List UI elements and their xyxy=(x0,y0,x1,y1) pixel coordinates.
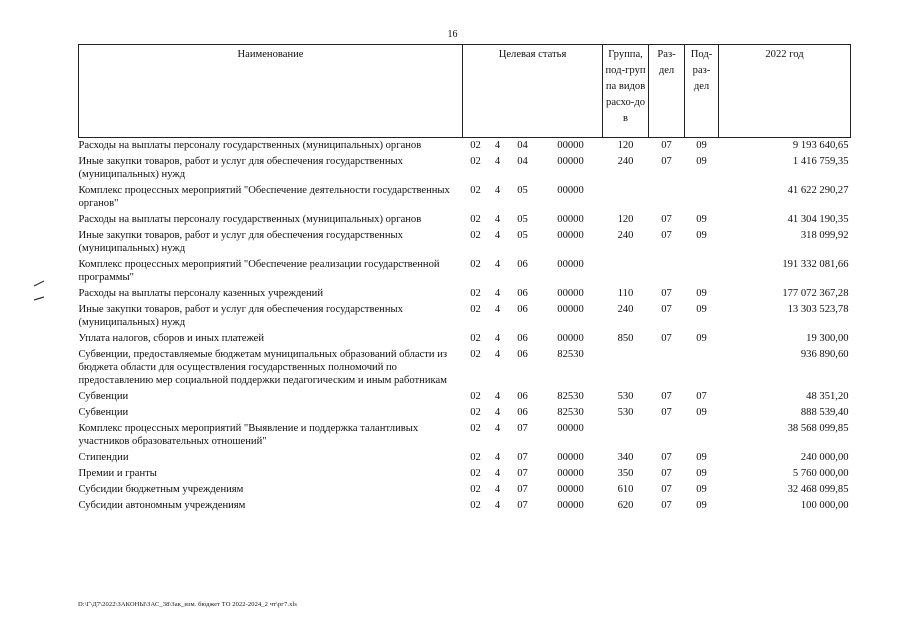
cell-c1: 02 xyxy=(470,333,481,344)
cell-c4: 00000 xyxy=(557,288,584,299)
table-row xyxy=(79,154,851,183)
cell-group: 350 xyxy=(617,468,634,479)
cell-amount: 177 072 367,28 xyxy=(782,288,849,299)
cell-c1: 02 xyxy=(470,500,481,511)
cell-group: 120 xyxy=(617,140,634,151)
cell-section xyxy=(649,257,685,286)
cell-subsection: 09 xyxy=(696,484,707,495)
header-target-article: Целевая статья xyxy=(463,45,603,138)
cell-name: Субвенции, предоставляемые бюджетам муниципальных образований области из бюджета области для осуществления государственных полномочий по предоставлению мер социальной поддержки педагогическим и иным работникам xyxy=(78,349,448,386)
cell-c3: 05 xyxy=(517,230,528,241)
cell-c4: 00000 xyxy=(557,423,584,434)
cell-c3: 07 xyxy=(517,452,528,463)
cell-c4: 00000 xyxy=(557,304,584,315)
cell-c4: 00000 xyxy=(557,156,584,167)
cell-subsection xyxy=(685,257,719,286)
cell-name: Иные закупки товаров, работ и услуг для обеспечения государственных (муниципальных) нужд xyxy=(78,304,403,328)
table-row xyxy=(79,347,851,389)
cell-amount: 19 300,00 xyxy=(806,333,849,344)
cell-group xyxy=(603,183,649,212)
cell-name: Субсидии автономным учреждениям xyxy=(78,500,246,511)
cell-subsection: 09 xyxy=(696,452,707,463)
cell-c2: 4 xyxy=(494,140,501,151)
table-row xyxy=(79,421,851,450)
cell-c3: 06 xyxy=(517,288,528,299)
cell-c4: 00000 xyxy=(557,468,584,479)
cell-group xyxy=(603,347,649,389)
cell-subsection: 09 xyxy=(696,333,707,344)
cell-c3: 05 xyxy=(517,214,528,225)
cell-c2: 4 xyxy=(494,407,501,418)
cell-c3: 06 xyxy=(517,259,528,270)
cell-c2: 4 xyxy=(494,304,501,315)
cell-group: 240 xyxy=(617,304,634,315)
cell-amount: 32 468 099,85 xyxy=(787,484,849,495)
cell-c3: 05 xyxy=(517,185,528,196)
cell-c2: 4 xyxy=(494,185,501,196)
table-row xyxy=(79,331,851,347)
cell-section: 07 xyxy=(661,288,672,299)
cell-c4: 00000 xyxy=(557,230,584,241)
cell-c4: 00000 xyxy=(557,140,584,151)
cell-c3: 04 xyxy=(517,156,528,167)
cell-name: Расходы на выплаты персоналу казенных учреждений xyxy=(78,288,323,299)
cell-section: 07 xyxy=(661,156,672,167)
header-year: 2022 год xyxy=(719,45,851,138)
cell-section xyxy=(649,183,685,212)
table-row xyxy=(79,482,851,498)
cell-section xyxy=(649,347,685,389)
cell-group: 530 xyxy=(617,407,634,418)
cell-name: Премии и гранты xyxy=(78,468,157,479)
cell-c3: 07 xyxy=(517,484,528,495)
cell-c1: 02 xyxy=(470,214,481,225)
cell-c3: 06 xyxy=(517,349,528,360)
cell-c1: 02 xyxy=(470,423,481,434)
header-group-label: Группа, под-группа видов расхо-дов xyxy=(605,49,646,124)
cell-c4: 00000 xyxy=(557,214,584,225)
cell-c1: 02 xyxy=(470,349,481,360)
cell-section: 07 xyxy=(661,333,672,344)
cell-section: 07 xyxy=(661,391,672,402)
cell-c3: 06 xyxy=(517,333,528,344)
cell-amount: 9 193 640,65 xyxy=(792,140,849,151)
cell-amount: 41 304 190,35 xyxy=(787,214,849,225)
cell-amount: 41 622 290,27 xyxy=(787,185,849,196)
cell-c3: 06 xyxy=(517,407,528,418)
cell-c3: 07 xyxy=(517,500,528,511)
cell-name: Комплекс процессных мероприятий "Обеспечение реализации государственной программы" xyxy=(78,259,440,283)
cell-c2: 4 xyxy=(494,500,501,511)
cell-c1: 02 xyxy=(470,156,481,167)
cell-c4: 82530 xyxy=(557,349,584,360)
cell-subsection xyxy=(685,421,719,450)
table-row xyxy=(79,466,851,482)
cell-section: 07 xyxy=(661,304,672,315)
cell-amount: 5 760 000,00 xyxy=(792,468,849,479)
table-row xyxy=(79,498,851,514)
cell-subsection xyxy=(685,183,719,212)
cell-c1: 02 xyxy=(470,288,481,299)
cell-subsection: 09 xyxy=(696,156,707,167)
cell-name: Субвенции xyxy=(78,407,129,418)
cell-c1: 02 xyxy=(470,407,481,418)
cell-c1: 02 xyxy=(470,452,481,463)
cell-c1: 02 xyxy=(470,185,481,196)
cell-subsection xyxy=(685,347,719,389)
header-subsection: Под-раз-дел xyxy=(685,45,719,138)
cell-c1: 02 xyxy=(470,304,481,315)
cell-name: Субвенции xyxy=(78,391,129,402)
cell-c2: 4 xyxy=(494,484,501,495)
table-row xyxy=(79,138,851,155)
cell-c4: 00000 xyxy=(557,484,584,495)
cell-c4: 82530 xyxy=(557,391,584,402)
cell-subsection: 09 xyxy=(696,214,707,225)
cell-c2: 4 xyxy=(494,349,501,360)
cell-group: 120 xyxy=(617,214,634,225)
cell-group: 240 xyxy=(617,230,634,241)
cell-group: 850 xyxy=(617,333,634,344)
cell-amount: 240 000,00 xyxy=(800,452,849,463)
cell-section: 07 xyxy=(661,407,672,418)
cell-section: 07 xyxy=(661,484,672,495)
cell-section: 07 xyxy=(661,468,672,479)
cell-amount: 13 303 523,78 xyxy=(787,304,849,315)
cell-c2: 4 xyxy=(494,230,501,241)
cell-group: 610 xyxy=(617,484,634,495)
cell-c2: 4 xyxy=(494,259,501,270)
cell-amount: 38 568 099,85 xyxy=(787,423,849,434)
cell-amount: 318 099,92 xyxy=(800,230,849,241)
cell-amount: 100 000,00 xyxy=(800,500,849,511)
cell-c1: 02 xyxy=(470,468,481,479)
cell-name: Иные закупки товаров, работ и услуг для обеспечения государственных (муниципальных) нужд xyxy=(78,230,403,254)
cell-c3: 04 xyxy=(517,140,528,151)
cell-c1: 02 xyxy=(470,230,481,241)
cell-c2: 4 xyxy=(494,333,501,344)
cell-c3: 06 xyxy=(517,391,528,402)
cell-subsection: 09 xyxy=(696,140,707,151)
cell-c2: 4 xyxy=(494,156,501,167)
table-row xyxy=(79,212,851,228)
cell-name: Комплекс процессных мероприятий "Обеспечение деятельности государственных органов" xyxy=(78,185,450,209)
cell-section: 07 xyxy=(661,140,672,151)
cell-amount: 888 539,40 xyxy=(800,407,849,418)
table-row xyxy=(79,302,851,331)
cell-c3: 07 xyxy=(517,423,528,434)
cell-subsection: 07 xyxy=(696,391,707,402)
cell-amount: 1 416 759,35 xyxy=(792,156,849,167)
footer-file-path: D:\Г\Д7\2022\ЗАКОНЫ\ЗАС_38\Зак_изм. бюджет ТО 2022-2024_2 чт\рг7.xls xyxy=(78,601,298,608)
table-body xyxy=(79,138,851,515)
cell-group xyxy=(603,257,649,286)
cell-group xyxy=(603,421,649,450)
cell-c4: 00000 xyxy=(557,185,584,196)
cell-section xyxy=(649,421,685,450)
cell-c2: 4 xyxy=(494,391,501,402)
cell-subsection: 09 xyxy=(696,288,707,299)
cell-section: 07 xyxy=(661,230,672,241)
header-group xyxy=(603,45,649,138)
cell-c3: 06 xyxy=(517,304,528,315)
cell-c2: 4 xyxy=(494,288,501,299)
budget-table xyxy=(78,44,851,514)
cell-subsection: 09 xyxy=(696,468,707,479)
cell-c1: 02 xyxy=(470,391,481,402)
handwritten-marks xyxy=(30,270,70,310)
cell-group: 530 xyxy=(617,391,634,402)
cell-name: Расходы на выплаты персоналу государственных (муниципальных) органов xyxy=(78,214,422,225)
cell-subsection: 09 xyxy=(696,407,707,418)
header-name: Наименование xyxy=(79,45,463,138)
cell-section: 07 xyxy=(661,214,672,225)
cell-subsection: 09 xyxy=(696,304,707,315)
cell-group: 620 xyxy=(617,500,634,511)
cell-name: Стипендии xyxy=(78,452,129,463)
cell-name: Иные закупки товаров, работ и услуг для обеспечения государственных (муниципальных) нужд xyxy=(78,156,403,180)
cell-c4: 00000 xyxy=(557,500,584,511)
cell-amount: 48 351,20 xyxy=(806,391,849,402)
cell-c2: 4 xyxy=(494,452,501,463)
cell-group: 340 xyxy=(617,452,634,463)
cell-c1: 02 xyxy=(470,484,481,495)
table-row xyxy=(79,183,851,212)
cell-group: 240 xyxy=(617,156,634,167)
page-number: 16 xyxy=(447,29,458,40)
cell-section: 07 xyxy=(661,452,672,463)
cell-name: Расходы на выплаты персоналу государственных (муниципальных) органов xyxy=(78,140,422,151)
cell-c4: 00000 xyxy=(557,333,584,344)
cell-c4: 00000 xyxy=(557,452,584,463)
cell-amount: 936 890,60 xyxy=(800,349,849,360)
cell-c2: 4 xyxy=(494,468,501,479)
cell-section: 07 xyxy=(661,500,672,511)
header-section: Раз-дел xyxy=(649,45,685,138)
cell-c1: 02 xyxy=(470,259,481,270)
table-row xyxy=(79,450,851,466)
table-row xyxy=(79,389,851,405)
cell-c4: 82530 xyxy=(557,407,584,418)
table-row xyxy=(79,286,851,302)
cell-name: Уплата налогов, сборов и иных платежей xyxy=(78,333,265,344)
cell-group: 110 xyxy=(617,288,634,299)
cell-name: Субсидии бюджетным учреждениям xyxy=(78,484,244,495)
cell-c2: 4 xyxy=(494,423,501,434)
cell-subsection: 09 xyxy=(696,230,707,241)
cell-c1: 02 xyxy=(470,140,481,151)
table-row xyxy=(79,228,851,257)
cell-amount: 191 332 081,66 xyxy=(782,259,849,270)
cell-c3: 07 xyxy=(517,468,528,479)
table-row xyxy=(79,405,851,421)
cell-name: Комплекс процессных мероприятий "Выявление и поддержка талантливых участников образовательных отношений" xyxy=(78,423,419,447)
cell-subsection: 09 xyxy=(696,500,707,511)
table-header-row xyxy=(79,45,851,138)
cell-c2: 4 xyxy=(494,214,501,225)
table-row xyxy=(79,257,851,286)
cell-c4: 00000 xyxy=(557,259,584,270)
